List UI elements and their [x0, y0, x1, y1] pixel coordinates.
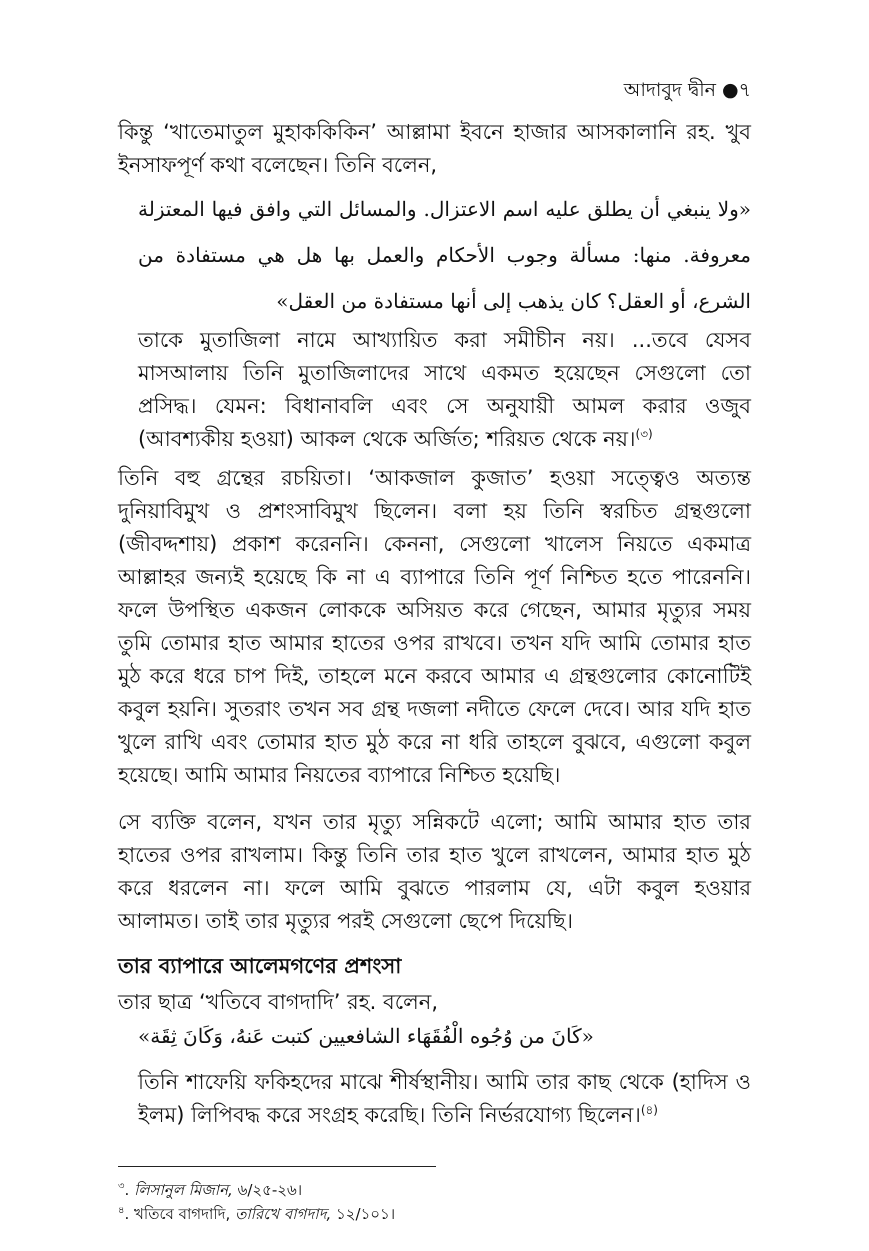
running-header: আদাবুদ দ্বীন ●৭: [623, 79, 751, 101]
footnote-3-title: লিসানুল মিজান,: [134, 1181, 233, 1199]
arabic-quote-1: «ولا ينبغي أن يطلق عليه اسم الاعتزال. والمسائل التي وافق فيها المعتزلة معروفة. منها: مسألة وجوب الأحكام والعمل بها هل هي مستفادة من الشرع، أو العقل؟ كان يذهب إلى أنها مستفادة من العقل»: [138, 197, 751, 313]
footnote-3-ref: ৬/২৫-২৬।: [232, 1181, 303, 1199]
translation-text-1: তাকে মুতাজিলা নামে আখ্যায়িত করা সমীচীন নয়। ...তবে যেসব মাসআলায় তিনি মুতাজিলাদের সাথে একমত হয়েছেন সেগুলো তো প্রসিদ্ধ। যেমন: বিধানাবলি এবং সে অনুযায়ী আমল করার ওজুব (আবশ্যকীয় হওয়া) আকল থেকে অর্জিত; শরিয়ত থেকে নয়।: [138, 328, 751, 451]
footnote-4-title: তারিখে বাগদাদ,: [235, 1205, 332, 1223]
footnote-4: $^৪$. খতিবে বাগদাদি, তারিখে বাগদাদ, ১২/১০১।: [118, 1205, 396, 1223]
footnote-ref-3: (৩): [635, 427, 653, 441]
paragraph-student-intro: তার ছাত্র ‘খতিবে বাগদাদি’ রহ. বলেন,: [118, 990, 438, 1014]
footnote-ref-4: (৪): [640, 1103, 658, 1117]
translation-quote-2: [138, 1066, 751, 1132]
footnote-4-ref: ১২/১০১।: [331, 1205, 396, 1223]
footnotes: [118, 1178, 751, 1226]
arabic-quote-2: «كَانَ من وُجُوه الْفُقَهَاء الشافعيين كتبت عَنهُ، وَكَانَ ثِقَة»: [138, 1024, 594, 1048]
footnote-divider: [118, 1166, 436, 1167]
paragraph-witness: সে ব্যক্তি বলেন, যখন তার মৃত্যু সন্নিকটে এলো; আমি আমার হাত তার হাতের ওপর রাখলাম। কিন্তু তিনি তার হাত খুলে রাখলেন, আমার হাত মুঠ করে ধরলেন না। ফলে আমি বুঝতে পারলাম যে, এটা কবুল হওয়ার আলামত। তাই তার মৃত্যুর পরই সেগুলো ছেপে দিয়েছি।: [118, 810, 751, 933]
paragraph-author-works: তিনি বহু গ্রন্থের রচয়িতা। ‘আকজাল কুজাত’ হওয়া সত্ত্বেও অত্যন্ত দুনিয়াবিমুখ ও প্রশংসাবিমুখ ছিলেন। বলা হয় তিনি স্বরচিত গ্রন্থগুলো (জীবদ্দশায়) প্রকাশ করেননি। কেননা, সেগুলো খালেস নিয়তে একমাত্র আল্লাহর জন্যই হয়েছে কি না এ ব্যাপারে তিনি পূর্ণ নিশ্চিত হতে পারেননি। ফলে উপস্থিত একজন লোককে অসিয়ত করে গেছেন, আমার মৃত্যুর সময় তুমি তোমার হাত আমার হাতের ওপর রাখবে। তখন যদি আমি তোমার হাত মুঠ করে ধরে চাপ দিই, তাহলে মনে করবে আমার এ গ্রন্থগুলোর কোনোটিই কবুল হয়নি। সুতরাং তখন সব গ্রন্থ দজলা নদীতে ফেলে দেবে। আর যদি হাত খুলে রাখি এবং তোমার হাত মুঠ করে না ধরি তাহলে বুঝবে, এগুলো কবুল হয়েছে। আমি আমার নিয়তের ব্যাপারে নিশ্চিত হয়েছি।: [118, 466, 751, 787]
footnote-3-number: ৩: [118, 1181, 125, 1192]
footnote-4-number: ৪: [118, 1205, 125, 1216]
footnote-3: $^৩$. লিসানুল মিজান, ৬/২৫-২৬।: [118, 1181, 303, 1199]
translation-quote-1: [138, 324, 751, 456]
translation-text-2: তিনি শাফেয়ি ফকিহদের মাঝে শীর্ষস্থানীয়। আমি তার কাছ থেকে (হাদিস ও ইলম) লিপিবদ্ধ করে সংগ্রহ করেছি। তিনি নির্ভরযোগ্য ছিলেন।: [138, 1070, 751, 1127]
footnote-4-author: খতিবে বাগদাদি,: [129, 1205, 236, 1223]
paragraph-intro: কিন্তু ‘খাতেমাতুল মুহাককিকিন’ আল্লামা ইবনে হাজার আসকালানি রহ. খুব ইনসাফপূর্ণ কথা বলেছেন। তিনি বলেন,: [118, 120, 751, 177]
section-heading: তার ব্যাপারে আলেমগণের প্রশংসা: [118, 954, 402, 978]
